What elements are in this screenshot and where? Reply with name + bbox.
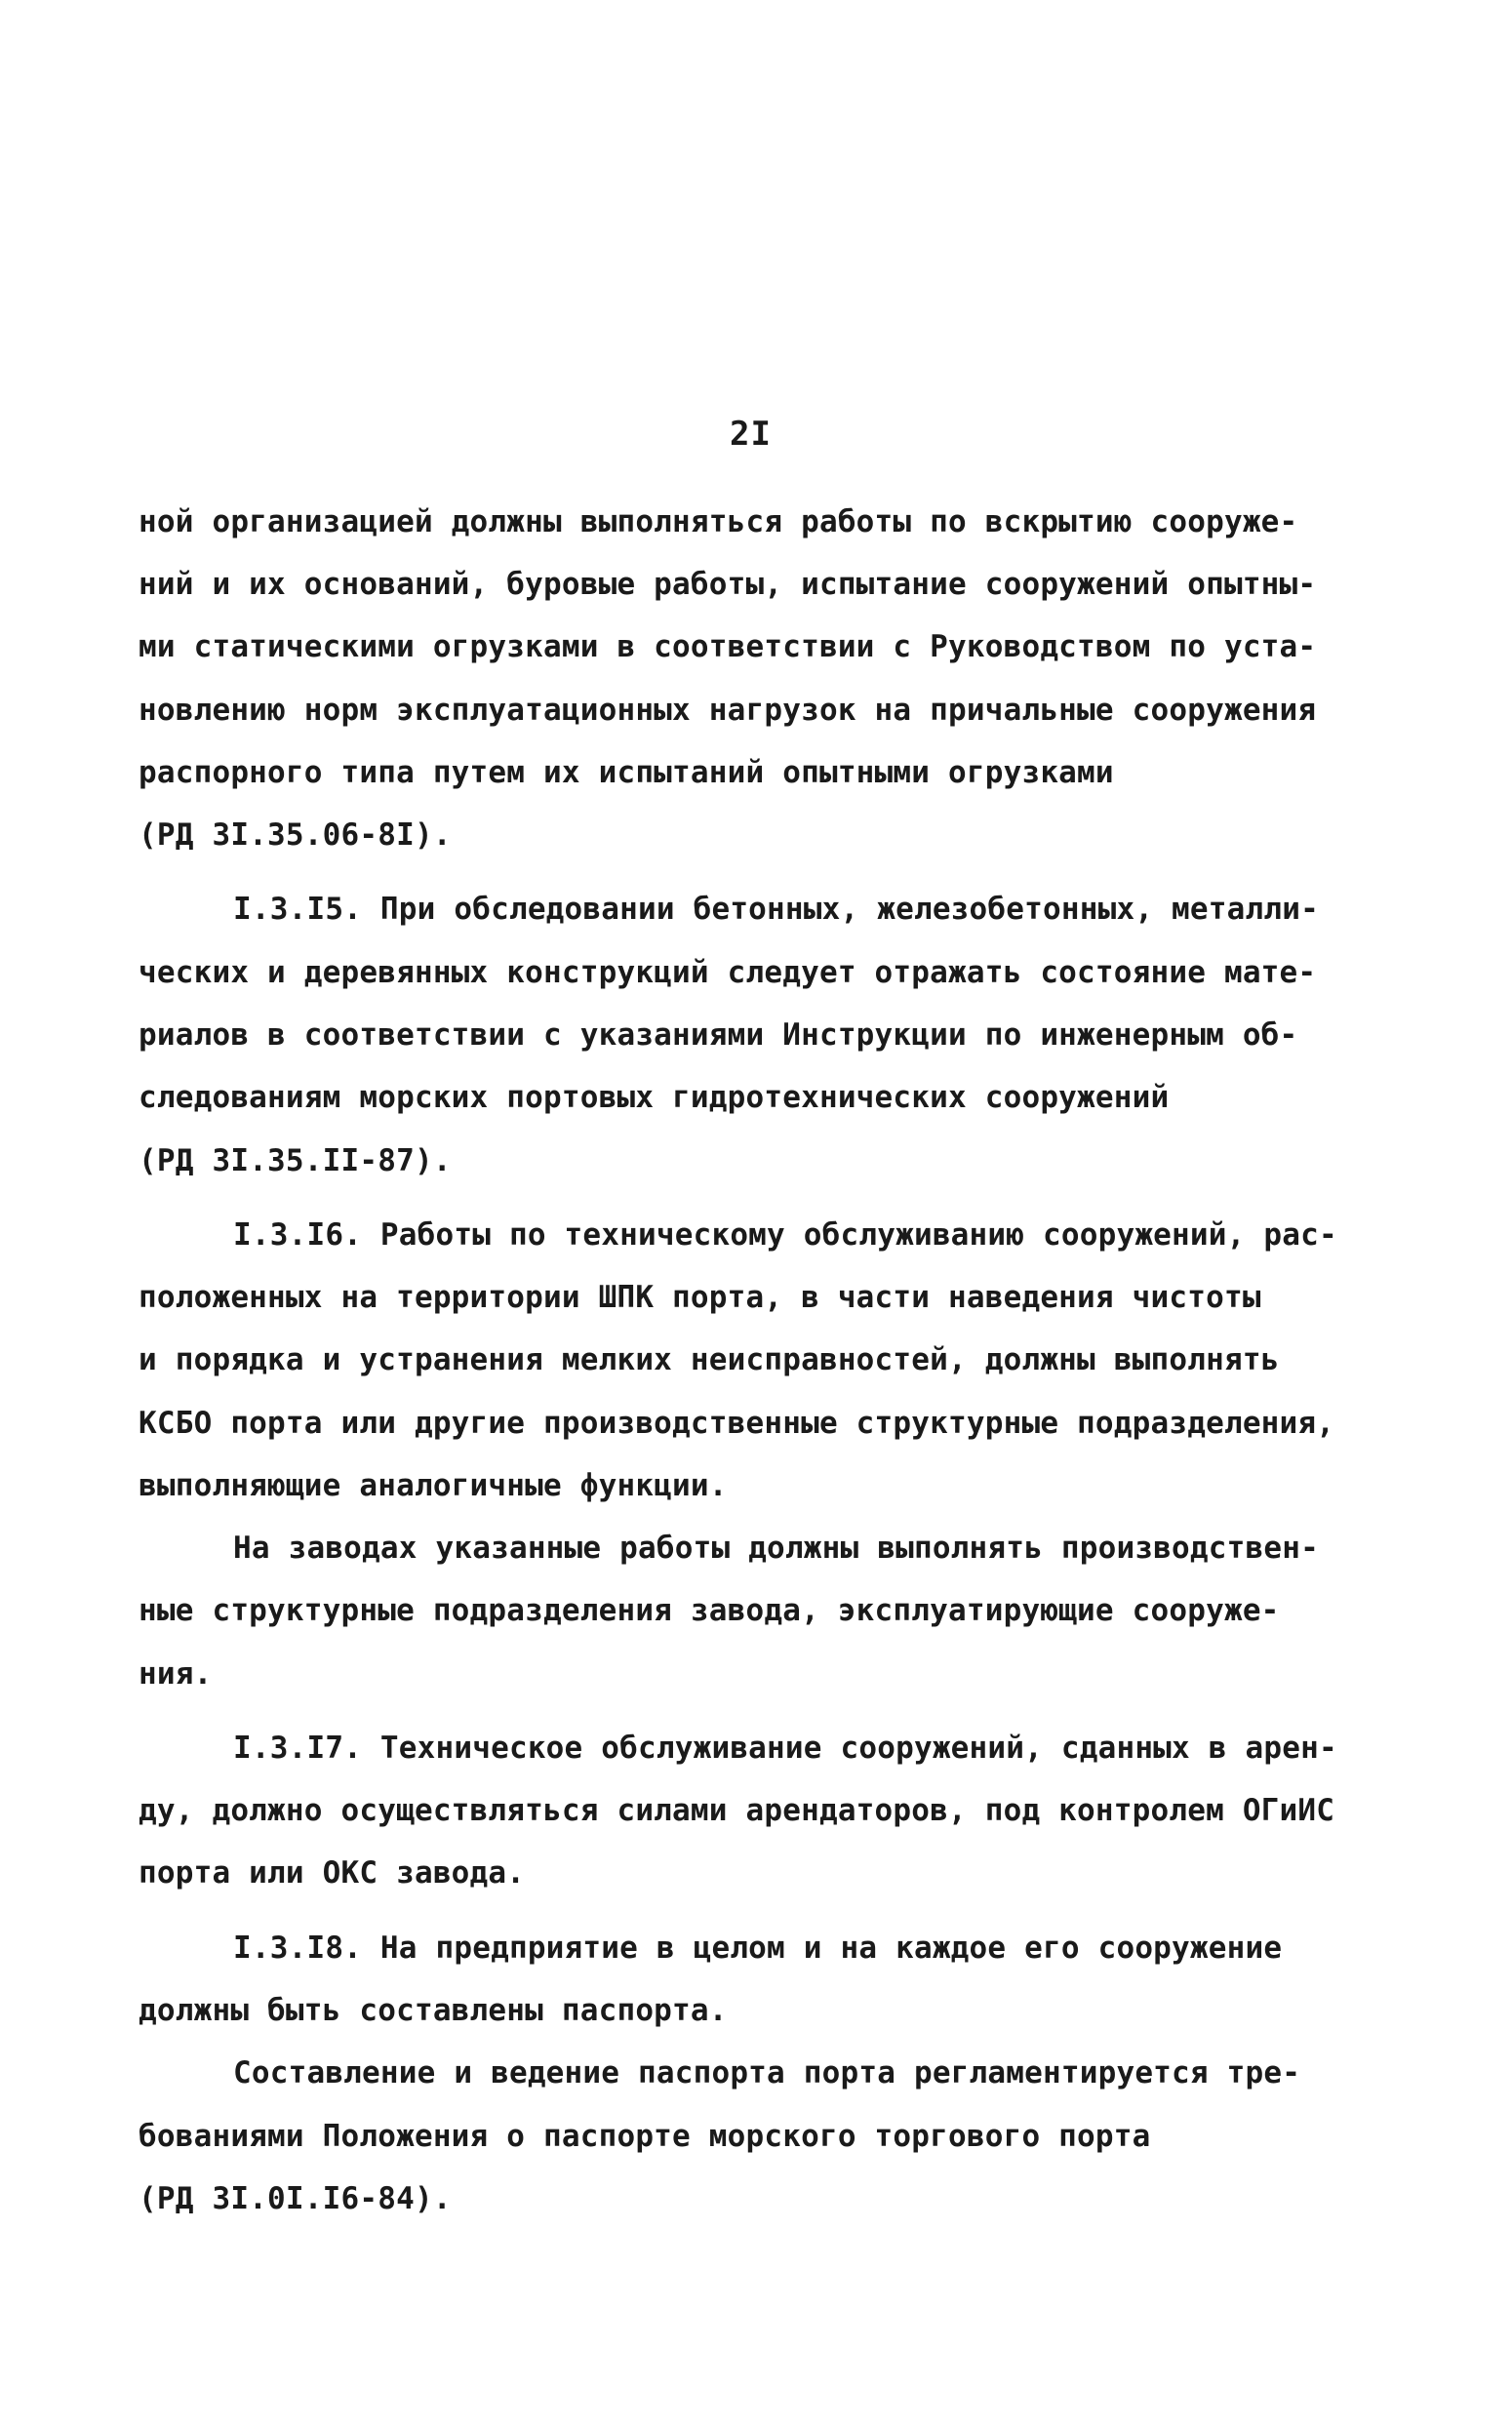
text-line: (РД 3I.0I.I6-84).: [139, 2181, 452, 2216]
paragraph-1-3-15-start: I.3.I5. При обследовании бетонных, железобетонных, металли-: [233, 892, 1319, 927]
text-line: новлению норм эксплуатационных нагрузок на причальные сооружения: [139, 693, 1317, 728]
text-line: и порядка и устранения мелких неисправностей, должны выполнять: [139, 1342, 1280, 1377]
text-line: риалов в соответствии с указаниями Инструкции по инженерным об-: [139, 1017, 1298, 1053]
text-line: ду, должно осуществляться силами арендаторов, под контролем ОГиИС: [139, 1793, 1335, 1828]
paragraph-1-3-17-start: I.3.I7. Техническое обслуживание сооружений, сданных в арен-: [233, 1731, 1337, 1766]
paragraph-1-3-18-start: I.3.I8. На предприятие в целом и на каждое его сооружение: [233, 1931, 1283, 1966]
page-number: 2I: [730, 415, 772, 454]
text-line: следованиям морских портовых гидротехнических сооружений: [139, 1080, 1170, 1115]
text-line: порта или ОКС завода.: [139, 1855, 526, 1891]
text-line: ний и их оснований, буровые работы, испытание сооружений опытны-: [139, 567, 1317, 602]
text-line: ния.: [139, 1656, 213, 1692]
text-line: ми статическими огрузками в соответствии с Руководством по уста-: [139, 629, 1317, 664]
text-line: положенных на территории ШПК порта, в части наведения чистоты: [139, 1280, 1261, 1315]
text-line: ной организацией должны выполняться работы по вскрытию сооруже-: [139, 504, 1298, 539]
text-line: бованиями Положения о паспорте морского торгового порта: [139, 2119, 1151, 2154]
paragraph-start: Составление и ведение паспорта порта регламентируется тре-: [233, 2055, 1301, 2091]
text-line: КСБО порта или другие производственные структурные подразделения,: [139, 1406, 1335, 1441]
text-line: выполняющие аналогичные функции.: [139, 1468, 728, 1503]
text-line: ческих и деревянных конструкций следует отражать состояние мате-: [139, 955, 1317, 990]
text-line: (РД 3I.35.II-87).: [139, 1143, 452, 1178]
text-line: должны быть составлены паспорта.: [139, 1993, 728, 2028]
paragraph-1-3-16-start: I.3.I6. Работы по техническому обслуживанию сооружений, рас-: [233, 1217, 1337, 1253]
text-line: ные структурные подразделения завода, эксплуатирующие сооруже-: [139, 1593, 1280, 1628]
paragraph-start: На заводах указанные работы должны выполнять производствен-: [233, 1531, 1319, 1566]
text-line: (РД 3I.35.06-8I).: [139, 817, 452, 853]
text-line: распорного типа путем их испытаний опытными огрузками: [139, 755, 1114, 790]
